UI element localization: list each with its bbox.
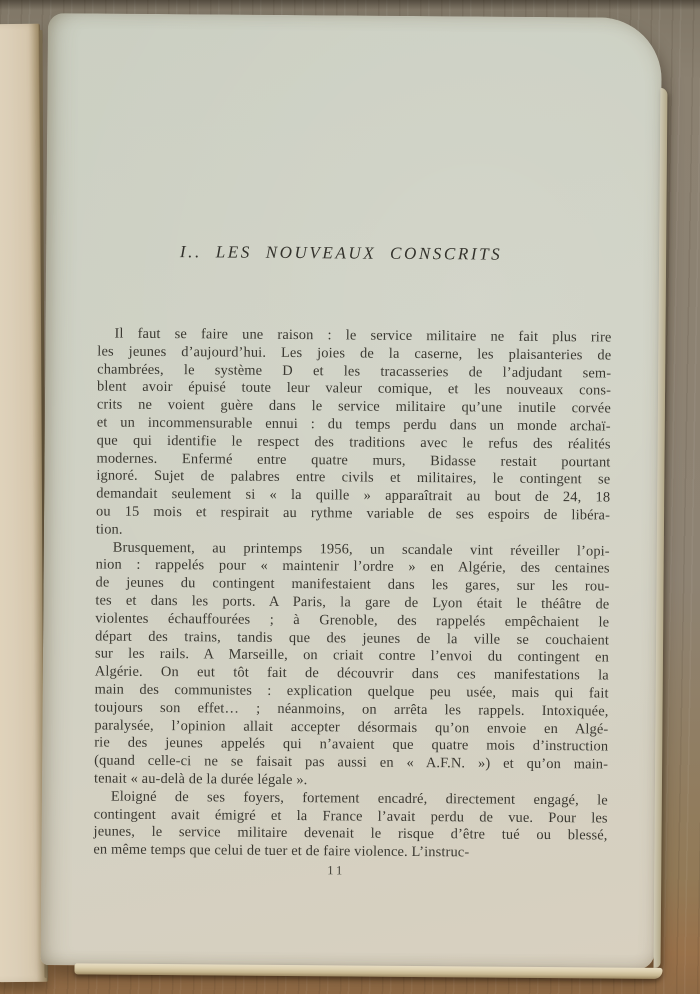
- page-inner: [41, 13, 662, 970]
- text-line: tes et dans les ports. A Paris, la gare de Lyon était le théâtre de: [95, 592, 610, 613]
- text-line: Algérie. On eut tôt fait de découvrir dans ces manifestations la: [94, 663, 609, 684]
- text-line: violentes échauffourées ; à Grenoble, des rappelés empêchaient le: [95, 610, 610, 631]
- text-line: sur les rails. A Marseille, on criait contre l’envoi du contingent en: [94, 645, 610, 666]
- text-line: main des communistes : explication quelque peu usée, mais qui fait: [94, 681, 609, 702]
- text-line: tion.: [95, 521, 123, 538]
- text-line: et un incommensurable ennui : du temps perdu dans un monde archaï-: [96, 414, 611, 435]
- text-line: chambrées, le système D et les tracasseries de l’adjudant sem-: [97, 361, 612, 382]
- text-line: ignoré. Sujet de palabres entre civils et militaires, le contingent se: [96, 467, 611, 488]
- paragraph: [96, 325, 612, 543]
- text-line: jeunes, le service militaire devenait le risque d’être tué ou blessé,: [93, 823, 608, 844]
- text-line: blent avoir épuisé toute leur valeur comique, et les nouveaux cons-: [97, 378, 612, 399]
- text-line: rie des jeunes appelés qui n’avaient que quatre mois d’instruction: [94, 734, 609, 755]
- page-number: 11: [327, 863, 346, 878]
- paragraph: [94, 539, 610, 792]
- text-line: demandait seulement si « la quille » apparaîtrait au bout de 24, 18: [96, 485, 611, 506]
- text-line: paralysée, l’opinion allait accepter désormais qu’on envoie en Algé-: [94, 717, 609, 738]
- text-line: toujours son effet… ; néanmoins, on arrêta les rappels. Intoxiquée,: [94, 699, 609, 720]
- text-line: (quand celle-ci ne se faisait pas aussi en « A.F.N. ») et qu’on main-: [94, 752, 609, 773]
- text-line: que qui identifie le respect des traditions avec le refus des réalités: [96, 432, 611, 453]
- text-line: de jeunes du contingent manifestaient dans les gares, sur les rou-: [95, 574, 610, 595]
- paragraph: [93, 788, 608, 863]
- text-line: nion : rappelés pour « maintenir l’ordre » en Algérie, des centaines: [95, 556, 610, 577]
- text-line: crits ne voient guère dans le service militaire qu’une inutile corvée: [96, 396, 611, 417]
- body-text: [93, 325, 611, 863]
- text-line: tenait « au-delà de la durée légale ».: [93, 770, 308, 789]
- text-line: les jeunes d’aujourd’hui. Les joies de la caserne, les plaisanteries de: [97, 343, 612, 364]
- text-line: Il faut se faire une raison : le service militaire ne fait plus rire: [114, 325, 612, 346]
- chapter-heading: I.. LES NOUVEAUX CONSCRITS: [179, 242, 503, 264]
- text-line: modernes. Enfermé entre quatre murs, Bidasse restait pourtant: [96, 450, 611, 471]
- text-line: départ des trains, tandis que des jeunes de la ville se couchaient: [95, 628, 610, 649]
- text-line: ou 15 mois et respirait au rythme variable de ses espoirs de libéra-: [96, 503, 611, 524]
- text-line: Eloigné de ses foyers, fortement encadré, directement engagé, le: [110, 788, 608, 809]
- text-line: Brusquement, au printemps 1956, un scandale vint réveiller l’opi-: [112, 539, 610, 560]
- text-line: en même temps que celui de tuer et de faire violence. L’instruc-: [93, 841, 470, 861]
- book-page: [41, 13, 662, 970]
- text-line: contingent avait émigré et la France l’avait perdu de vue. Pour les: [93, 805, 608, 827]
